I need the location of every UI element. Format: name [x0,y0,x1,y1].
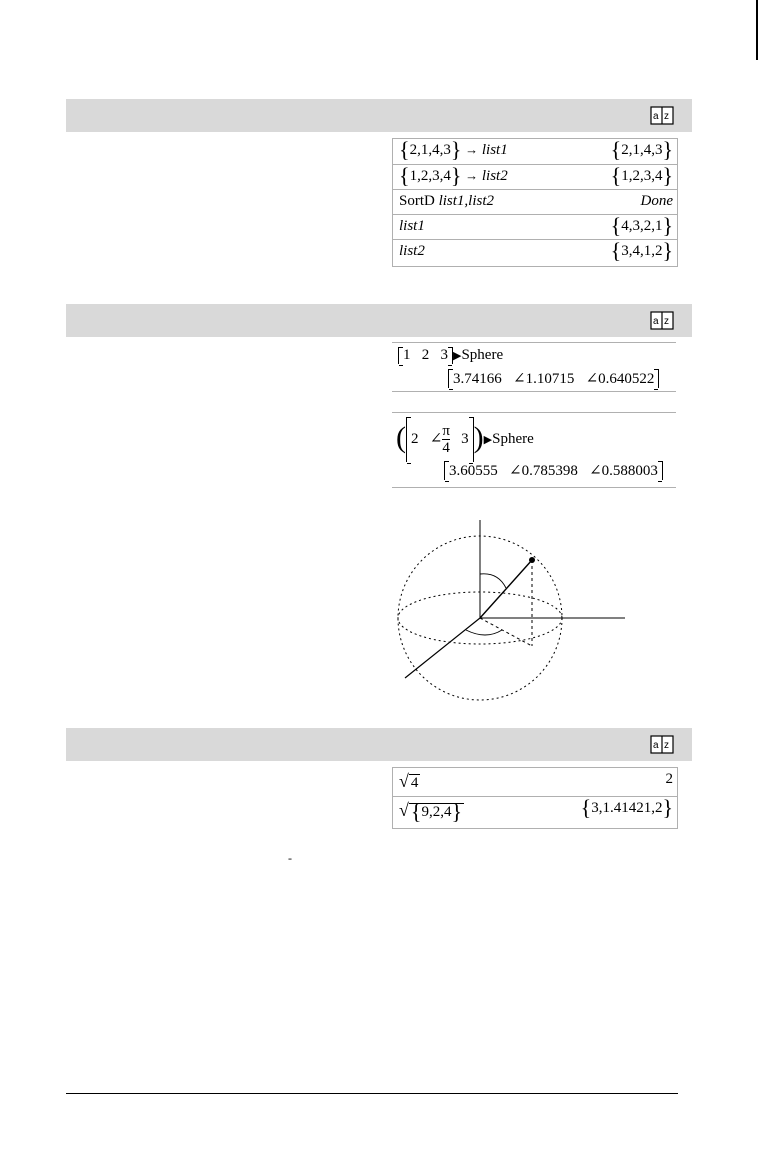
catalog-book-icon [650,311,674,330]
x-axis [405,618,480,678]
var-name: list1 [481,142,508,158]
svg-text:a: a [653,316,659,327]
output-vector: 3.74166 ∠1.10715 ∠0.640522 [448,369,659,388]
sortd-row-3 [393,189,677,215]
sphere-example-2: ( 2 ∠ $\frac{\pi}{4}$ 3 )▶Sphere 3.60555 ∠0.785398 ∠0.588003 [392,412,676,488]
sphere-coordinates-diagram [390,518,630,708]
sqrt-row-1: √ 4 2 [399,771,673,791]
command-name: Sphere [461,347,504,363]
polar-angle-arc [480,574,506,588]
sortd-row-4: list1 {4,3,2,1} [393,214,677,240]
result-list: 2,1,4,3 [621,142,663,158]
radicand: 9,2,4 [421,804,452,820]
section-header-sqrt [66,728,692,761]
list-literal: 1,2,3,4 [409,168,451,184]
radius-vector [480,560,532,618]
sphere-example-1 [392,342,676,392]
result-value: 2 [665,771,673,787]
footer-rule [66,1093,678,1094]
svg-text:z: z [664,316,669,327]
floor-projection [480,618,532,646]
radicand: 4 [410,775,419,791]
var-name: list1 [399,218,425,234]
command-args: list1,list2 [438,193,495,209]
output-vector: 3.60555 ∠0.785398 ∠0.588003 [444,461,663,480]
svg-text:z: z [664,111,669,122]
azimuth-angle-arc [466,630,502,635]
sortd-row-1: {2,1,4,3} → list1 {2,1,4,3} [399,137,673,162]
result-done: Done [640,193,673,209]
catalog-book-icon [650,735,674,754]
store-arrow: → [465,168,479,183]
sortd-example [392,138,678,267]
var-name: list2 [481,168,508,184]
svg-text:a: a [653,111,659,122]
section-header-sortd [66,99,692,132]
sortd-row-2: {1,2,3,4} → list2 {1,2,3,4} [393,164,677,190]
list-literal: 2,1,4,3 [409,142,451,158]
result-list: 3,4,1,2 [621,243,663,259]
svg-text:a: a [653,740,659,751]
sqrt-example [392,767,678,829]
catalog-book-icon [650,106,674,125]
result-list: 3,1.41421,2 [591,800,663,816]
convert-arrow-icon: ▶ [483,433,493,446]
section-header-sphere [66,304,692,337]
sortd-row-5: list2 {3,4,1,2} [393,239,677,265]
small-mark: - [288,851,292,865]
command-name: SortD [399,193,435,209]
var-name: list2 [399,243,425,259]
input-vector-polar: 2 ∠ $\frac{\pi}{4}$ 3 [406,417,474,462]
command-name: Sphere [492,430,534,447]
result-list: 1,2,3,4 [621,168,663,184]
page-edge-line [756,0,758,60]
result-list: 4,3,2,1 [621,218,663,234]
svg-text:z: z [664,740,669,751]
convert-arrow-icon: ▶ [453,350,462,362]
store-arrow: → [465,142,479,157]
sqrt-row-2: √{9,2,4} {3,1.41421,2} [393,796,677,828]
input-vector: 1 2 3 [398,347,453,364]
